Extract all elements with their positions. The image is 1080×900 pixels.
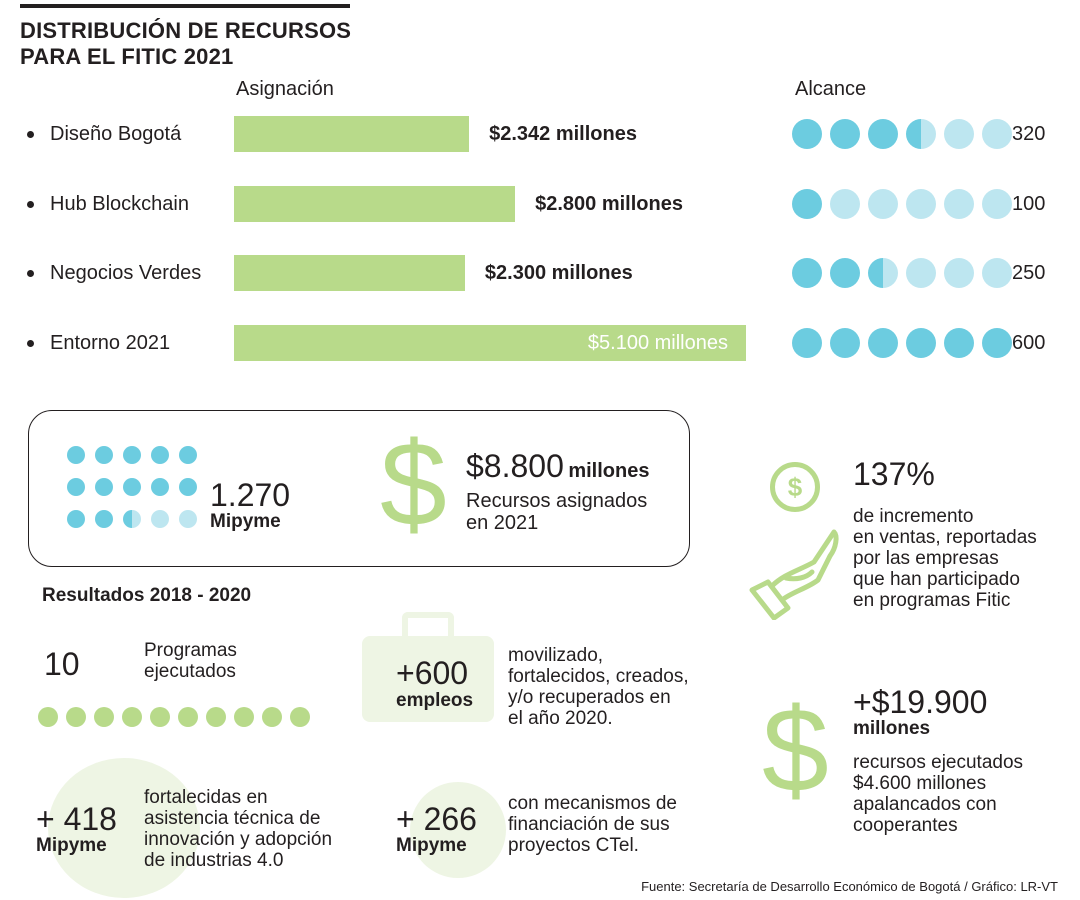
reach-value: 100	[1012, 193, 1046, 215]
reach-dot	[868, 189, 898, 219]
hand-icon	[744, 528, 840, 620]
program-dot	[94, 707, 114, 727]
programs-value: 10	[44, 646, 80, 682]
bar-value-label: $2.800 millones	[535, 193, 683, 215]
coin-icon: $	[770, 462, 820, 512]
increase-value: 137%	[853, 456, 935, 492]
program-dot	[234, 707, 254, 727]
mipyme418-value: + 418	[36, 801, 117, 837]
mipyme-dot	[179, 478, 197, 496]
reach-value: 600	[1012, 332, 1046, 354]
program-dot	[66, 707, 86, 727]
reach-dot	[792, 119, 822, 149]
reach-dot	[868, 258, 898, 288]
bar-value-label: $5.100 millones	[587, 332, 728, 354]
mipyme266-value: + 266	[396, 801, 477, 837]
reach-dot	[982, 328, 1012, 358]
mipyme-dot	[179, 510, 197, 528]
reach-dot	[906, 328, 936, 358]
program-dot	[122, 707, 142, 727]
program-dot	[178, 707, 198, 727]
mipyme-dot	[151, 478, 169, 496]
reach-dot	[830, 189, 860, 219]
row-bullet	[27, 201, 34, 208]
mipyme-dot	[67, 510, 85, 528]
reach-dot	[868, 119, 898, 149]
bar-1	[234, 186, 515, 222]
source-note: Fuente: Secretaría de Desarrollo Económico de Bogotá / Gráfico: LR-VT	[641, 879, 1058, 894]
reach-dot	[792, 258, 822, 288]
category-label: Negocios Verdes	[50, 262, 202, 284]
bar-value-label: $2.300 millones	[484, 262, 633, 284]
programs-text: Programas ejecutados	[144, 640, 237, 682]
program-dot	[262, 707, 282, 727]
mipyme-dot	[123, 446, 141, 464]
dollar-icon: $	[380, 417, 447, 551]
reach-dot	[944, 258, 974, 288]
reach-dot	[982, 119, 1012, 149]
row-bullet	[27, 340, 34, 347]
reach-value: 250	[1012, 262, 1046, 284]
jobs-value: +600	[396, 655, 469, 691]
reach-dot	[906, 119, 936, 149]
mipyme-dot	[95, 478, 113, 496]
category-label: Hub Blockchain	[50, 193, 189, 215]
mipyme-label: Mipyme	[210, 511, 281, 532]
reach-dot	[982, 189, 1012, 219]
mipyme-dot	[95, 446, 113, 464]
mipyme-dot	[67, 446, 85, 464]
bar-value-label: $2.342 millones	[489, 123, 637, 145]
program-dot	[150, 707, 170, 727]
increase-text: de incremento en ventas, reportadas por las empresas que han participado en programas Fitic	[853, 506, 1037, 611]
executed-dollar-icon: $	[762, 683, 829, 817]
mipyme418-label: Mipyme	[36, 835, 107, 856]
executed-value: +$19.900	[853, 684, 988, 720]
mipyme-dot	[151, 510, 169, 528]
reach-dot	[944, 119, 974, 149]
category-label: Entorno 2021	[50, 332, 171, 354]
mipyme-dot	[179, 446, 197, 464]
resources-unit: millones	[568, 460, 650, 482]
results-heading: Resultados 2018 - 2020	[42, 585, 252, 606]
assignment-axis-label: Asignación	[236, 78, 334, 100]
mipyme-dot	[95, 510, 113, 528]
program-dot	[290, 707, 310, 727]
row-bullet	[27, 131, 34, 138]
reach-dot	[906, 258, 936, 288]
mipyme-dot	[123, 478, 141, 496]
bar-0	[234, 116, 469, 152]
title-rule	[20, 4, 350, 8]
page-title: DISTRIBUCIÓN DE RECURSOS PARA EL FITIC 2021	[20, 18, 352, 69]
mipyme266-label: Mipyme	[396, 835, 467, 856]
row-bullet	[27, 270, 34, 277]
program-dot	[206, 707, 226, 727]
executed-unit: millones	[853, 718, 931, 739]
mipyme266-text: con mecanismos de financiación de sus proyectos CTel.	[508, 793, 677, 856]
mipyme418-text: fortalecidas en asistencia técnica de innovación y adopción de industrias 4.0	[144, 787, 333, 871]
jobs-text: movilizado, fortalecidos, creados, y/o recuperados en el año 2020.	[508, 645, 689, 729]
resources-figure	[466, 448, 649, 484]
reach-dot	[830, 119, 860, 149]
jobs-label: empleos	[396, 690, 474, 711]
program-dot	[38, 707, 58, 727]
reach-dot	[830, 258, 860, 288]
reach-dot	[906, 189, 936, 219]
mipyme-value: 1.270	[210, 477, 291, 513]
bar-2	[234, 255, 465, 291]
resources-value: $8.800	[466, 448, 564, 484]
reach-dot	[944, 189, 974, 219]
reach-dot	[868, 328, 898, 358]
reach-dot	[792, 189, 822, 219]
mipyme-dot	[123, 510, 141, 528]
reach-dot	[944, 328, 974, 358]
category-label: Diseño Bogotá	[50, 123, 182, 145]
reach-dot	[982, 258, 1012, 288]
reach-dot	[792, 328, 822, 358]
reach-value: 320	[1012, 123, 1046, 145]
mipyme-dot	[67, 478, 85, 496]
reach-axis-label: Alcance	[795, 78, 867, 100]
mipyme-dot	[151, 446, 169, 464]
reach-dot	[830, 328, 860, 358]
executed-text: recursos ejecutados $4.600 millones apalancados con cooperantes	[853, 752, 1024, 836]
resources-text: Recursos asignados en 2021	[466, 490, 648, 534]
